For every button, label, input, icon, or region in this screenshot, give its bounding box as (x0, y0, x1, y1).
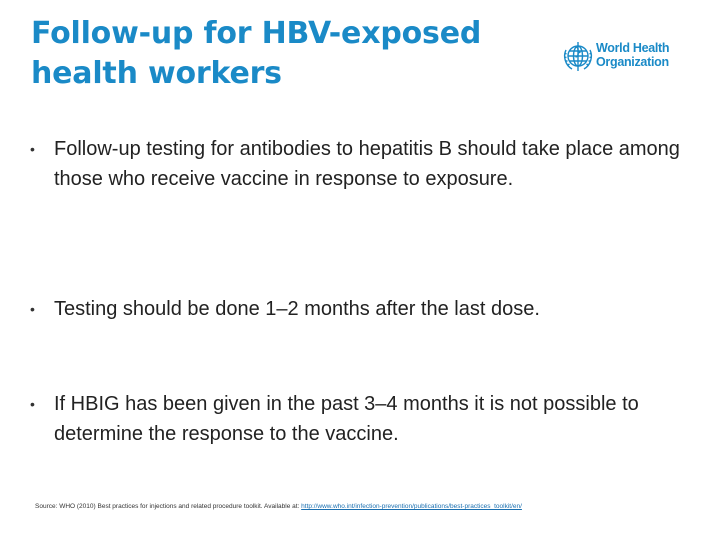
bullet-marker: • (30, 141, 35, 157)
source-citation (35, 502, 705, 512)
who-emblem-icon (560, 38, 596, 74)
source-link[interactable]: http://www.who.int/infection-prevention/publications/best-practices_toolkit/en/ (301, 503, 522, 510)
who-logo (560, 38, 720, 78)
bullet-marker: • (30, 301, 35, 317)
logo-text-line-2: Organization (596, 55, 669, 69)
bullet-text: Follow-up testing for antibodies to hepatitis B should take place among those who receive vaccine in response to exposure. (54, 138, 680, 190)
bullet-text: Testing should be done 1–2 months after the last dose. (54, 298, 540, 320)
bullet-marker: • (30, 396, 35, 412)
page-title (31, 14, 511, 94)
logo-text-line-1: World Health (596, 41, 670, 55)
bullet-text: If HBIG has been given in the past 3–4 months it is not possible to determine the response to the vaccine. (54, 393, 639, 445)
title-line-1: Follow-up for HBV-exposed (31, 16, 482, 51)
bullet-item (30, 134, 690, 194)
title-line-2: health workers (31, 56, 282, 91)
bullet-item (30, 389, 690, 449)
source-text: Source: WHO (2010) Best practices for injections and related procedure toolkit. Available at: (35, 503, 302, 510)
bullet-item (30, 294, 690, 324)
